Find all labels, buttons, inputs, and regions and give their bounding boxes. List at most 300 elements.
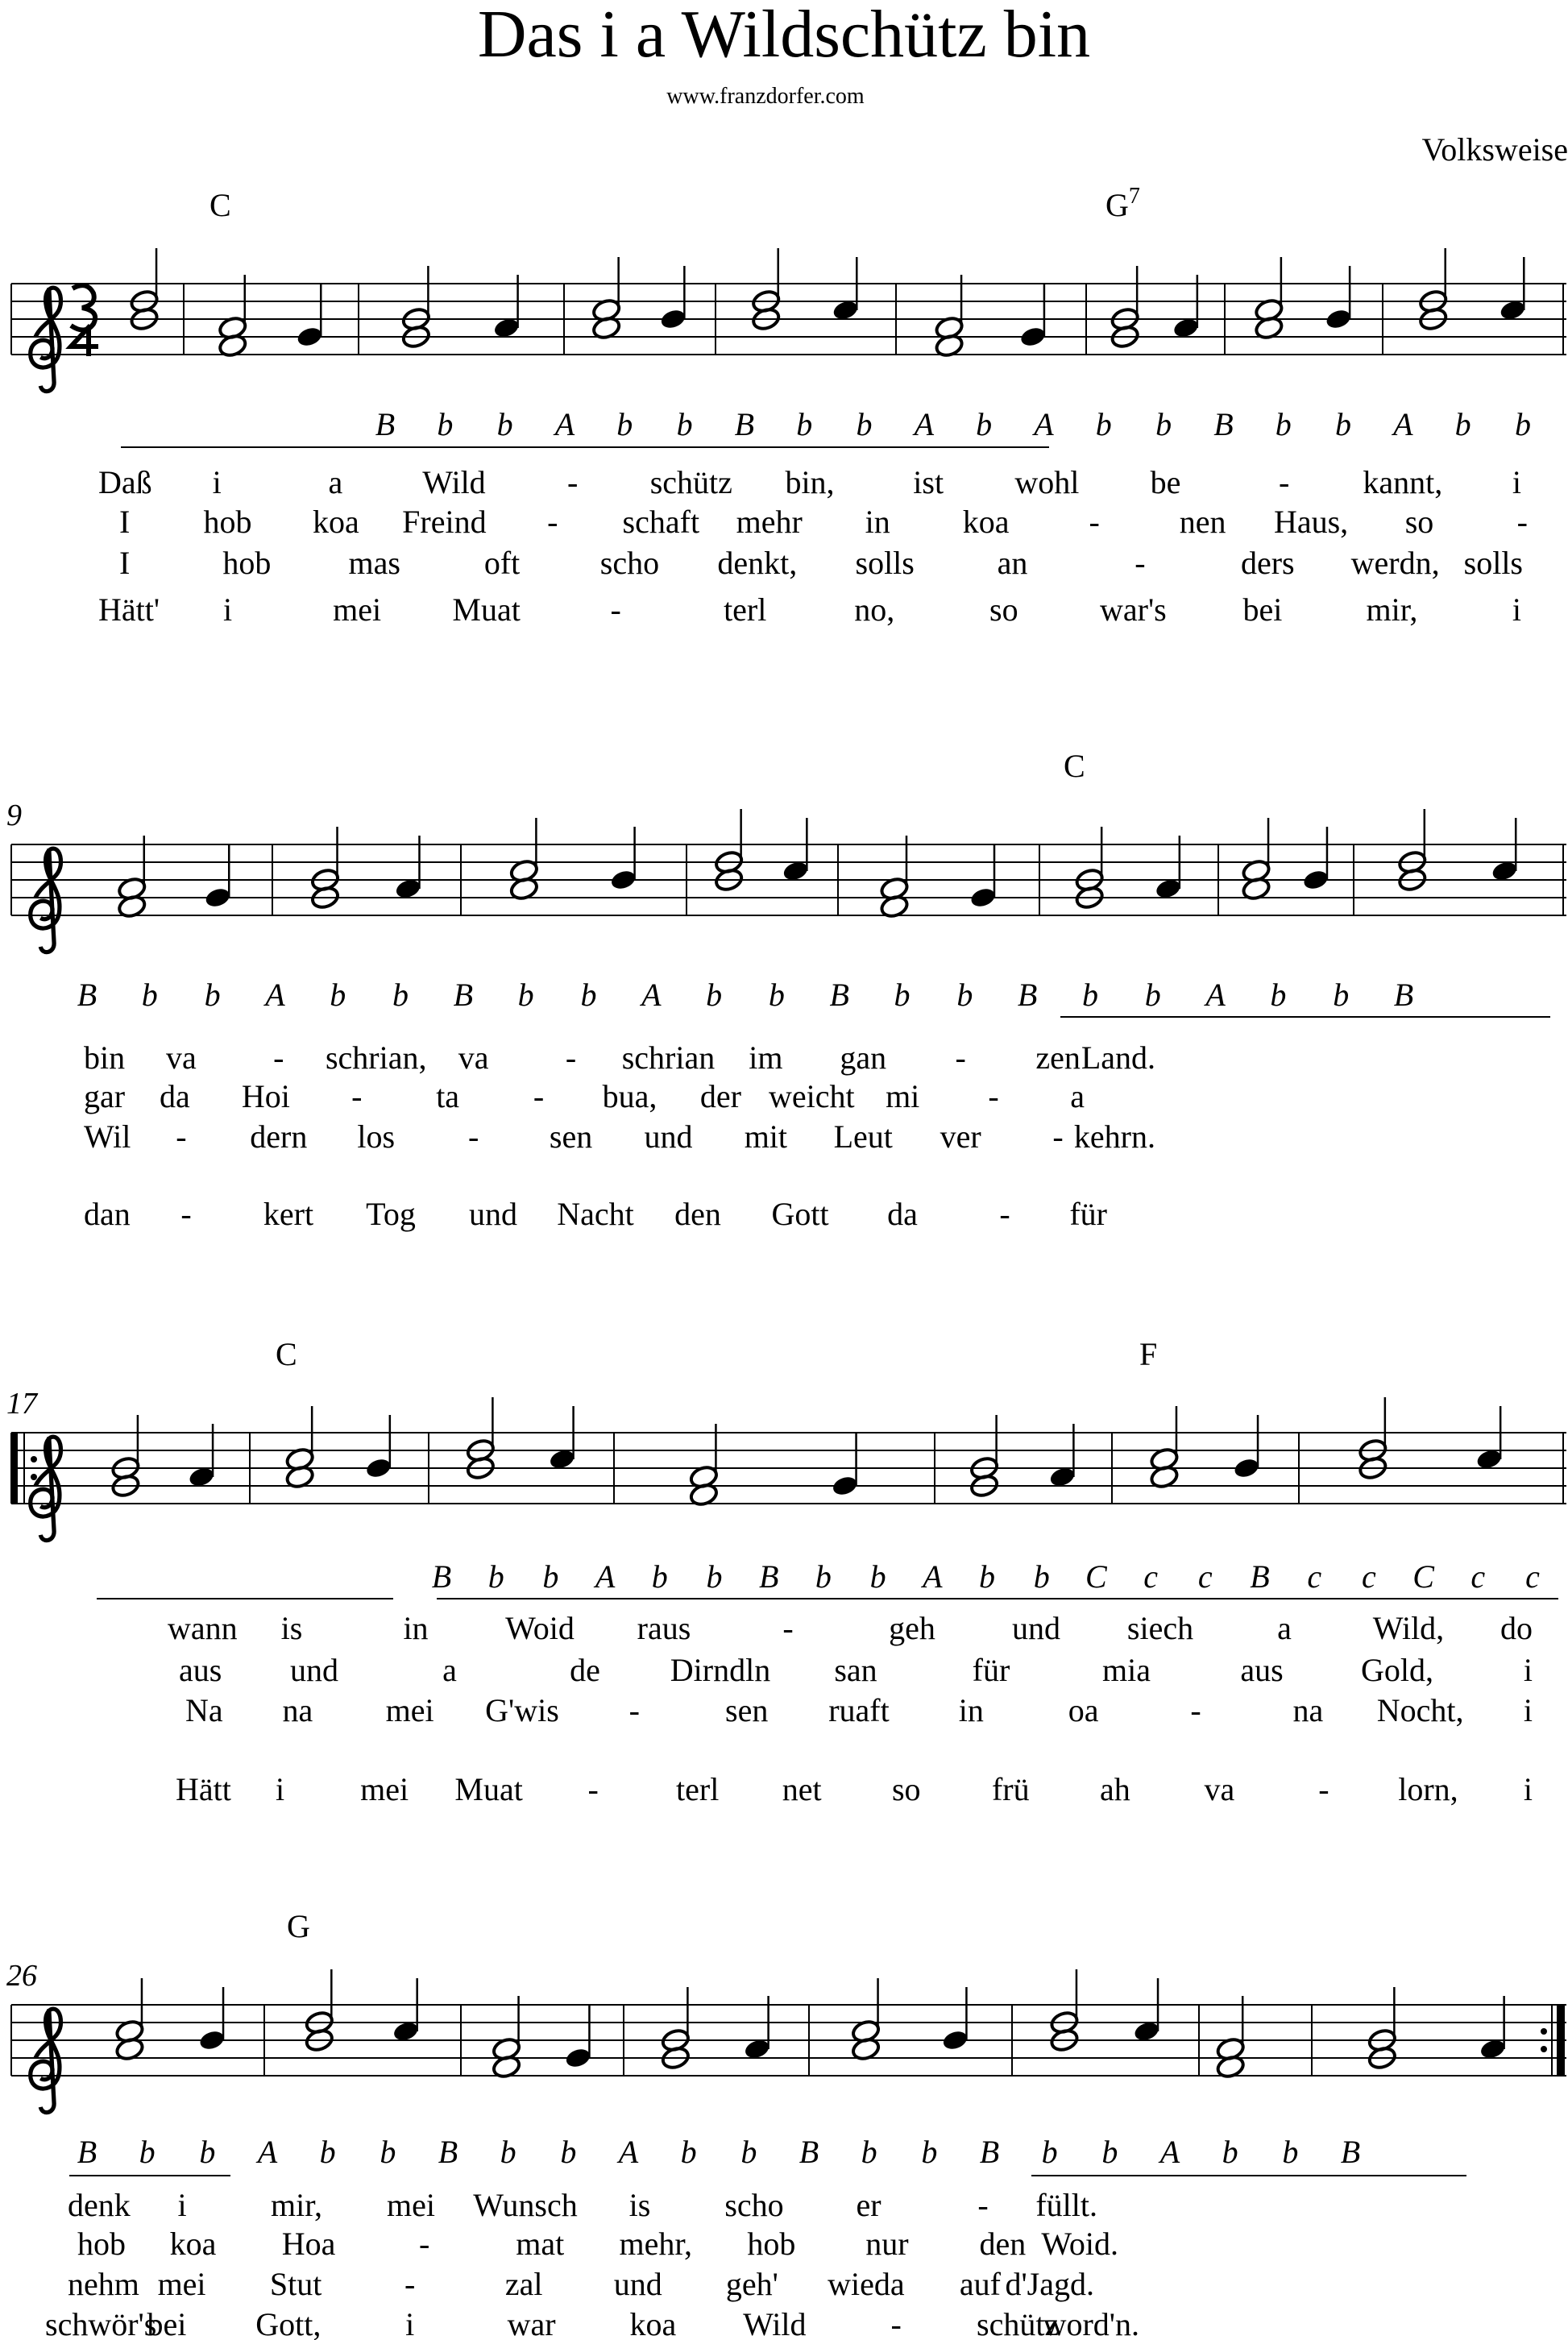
bass-pattern-letter: b <box>141 977 158 1013</box>
lyric-syllable: - <box>567 464 579 500</box>
bass-pattern-letter: b <box>894 977 911 1013</box>
lyric-syllable: nehm <box>68 2266 139 2302</box>
bass-pattern-letter: A <box>914 406 935 442</box>
bass-pattern-letter: B <box>734 406 755 442</box>
bass-pattern-letter: b <box>1101 2134 1118 2170</box>
lyric-syllable: i <box>405 2306 415 2340</box>
bass-pattern-letter: B <box>1340 2134 1361 2170</box>
lyric-syllable: schütz <box>649 464 732 500</box>
lyric-syllable: schrian <box>621 1039 716 1076</box>
lyric-syllable: - <box>1516 504 1528 540</box>
lyric-syllable: de <box>570 1652 600 1688</box>
lyric-syllable: geh' <box>725 2266 778 2302</box>
lyric-syllable: so <box>1404 504 1434 540</box>
lyric-syllable: a <box>328 464 343 500</box>
bass-pattern-letter: b <box>437 406 454 442</box>
lyric-syllable: Stut <box>269 2266 322 2302</box>
lyric-syllable: i <box>1512 464 1521 500</box>
quarter-note-head <box>1301 868 1329 891</box>
lyric-syllable: a <box>442 1652 457 1688</box>
treble-clef-icon <box>31 1437 61 1541</box>
bass-pattern-letter: b <box>856 406 873 442</box>
lyric-syllable: mir, <box>1366 591 1418 628</box>
time-signature-three-icon <box>71 285 95 330</box>
page-title: Das i a Wildschütz bin <box>477 0 1091 72</box>
bass-pattern-letter: B <box>453 977 474 1013</box>
lyric-syllable: - <box>955 1039 966 1076</box>
quarter-note-head <box>1018 325 1047 348</box>
bass-pattern-letter: c <box>1307 1558 1322 1595</box>
bass-pattern-letter: b <box>1454 406 1471 442</box>
lyric-syllable: mehr, <box>619 2226 693 2262</box>
lyric-syllable: Wild <box>422 464 486 500</box>
lyric-syllable: va <box>166 1039 197 1076</box>
bass-pattern-letter: b <box>680 2134 697 2170</box>
lyric-syllable: denk <box>68 2187 131 2223</box>
bass-pattern-letter: b <box>1144 977 1161 1013</box>
lyric-syllable: koa <box>169 2226 217 2262</box>
lyric-syllable: mei <box>360 1771 409 1807</box>
lyric-syllable: mei <box>387 2187 435 2223</box>
lyric-syllable: geh <box>889 1610 935 1646</box>
lyric-syllable: mia <box>1102 1652 1151 1688</box>
bass-pattern-letter: c <box>1471 1558 1486 1595</box>
lyric-syllable: hob <box>222 545 272 581</box>
lyric-syllable: schwör's <box>45 2306 157 2340</box>
lyric-syllable: war's <box>1099 591 1167 628</box>
lyric-syllable: bin, <box>785 464 835 500</box>
lyric-syllable: Wild, <box>1372 1610 1445 1646</box>
lyric-syllable: mas <box>348 545 400 581</box>
lyric-syllable: ta <box>436 1078 460 1114</box>
lyric-syllable: - <box>273 1039 284 1076</box>
lyric-syllable: Gott <box>771 1196 829 1232</box>
lyric-syllable: solls <box>855 545 915 581</box>
lyric-syllable: na <box>1292 1692 1324 1728</box>
repeat-barline-thick <box>11 1433 18 1504</box>
bass-pattern-letter: A <box>618 2134 639 2170</box>
lyric-syllable: oa <box>1068 1692 1099 1728</box>
composer: Volksweise <box>1421 131 1568 168</box>
bass-pattern-letter: b <box>651 1558 668 1595</box>
bass-pattern-letter: b <box>1515 406 1531 442</box>
lyric-syllable: los <box>357 1118 396 1155</box>
lyric-syllable: - <box>1135 545 1146 581</box>
lyric-syllable: - <box>565 1039 577 1076</box>
lyric-syllable: mit <box>744 1118 788 1155</box>
lyric-syllable: Muat <box>452 591 521 628</box>
lyric-syllable: Nocht, <box>1376 1692 1464 1728</box>
lyric-syllable: Hätt' <box>98 591 160 628</box>
lyric-syllable: koa <box>629 2306 677 2340</box>
lyric-syllable: - <box>547 504 558 540</box>
bass-pattern-letter: b <box>1081 977 1098 1013</box>
lyric-syllable: I <box>119 545 131 581</box>
lyric-syllable: net <box>782 1771 822 1807</box>
lyric-syllable: in <box>958 1692 984 1728</box>
lyric-syllable: für <box>972 1652 1010 1688</box>
quarter-note-head <box>564 2046 592 2069</box>
lyric-syllable: - <box>404 2266 416 2302</box>
bass-pattern-letter: b <box>199 2134 216 2170</box>
bass-pattern-letter: b <box>616 406 633 442</box>
lyric-syllable: sen <box>725 1692 769 1728</box>
lyric-syllable: aus <box>1240 1652 1284 1688</box>
bass-pattern-letter: b <box>1333 977 1350 1013</box>
chord-symbol: C <box>276 1336 297 1372</box>
treble-clef-icon <box>31 2009 61 2113</box>
lyric-syllable: hob <box>747 2226 796 2262</box>
lyric-syllable: Woid <box>505 1610 575 1646</box>
bass-pattern-letter: B <box>1213 406 1234 442</box>
bass-pattern-letter: b <box>1155 406 1172 442</box>
bass-pattern-letter: c <box>1197 1558 1213 1595</box>
lyric-syllable: - <box>977 2187 989 2223</box>
bass-pattern-letter: b <box>517 977 534 1013</box>
bass-pattern-letter: B <box>1393 977 1414 1013</box>
lyric-syllable: siech <box>1126 1610 1194 1646</box>
treble-clef-icon <box>31 288 61 392</box>
bass-pattern-letter: b <box>796 406 813 442</box>
bass-pattern-letter: A <box>265 977 285 1013</box>
bass-pattern-letter: b <box>1282 2134 1299 2170</box>
lyric-syllable: Nacht <box>557 1196 634 1232</box>
lyric-syllable: i <box>222 591 233 628</box>
bass-pattern-letter: b <box>1041 2134 1058 2170</box>
staff-system-3 <box>6 1336 1566 1807</box>
lyric-syllable: ruaft <box>828 1692 890 1728</box>
bass-pattern-letter: b <box>560 2134 577 2170</box>
treble-clef-icon <box>31 848 61 952</box>
bass-pattern-letter: A <box>1393 406 1413 442</box>
lyric-syllable: gar <box>84 1078 126 1114</box>
lyric-syllable: - <box>999 1196 1010 1232</box>
bass-pattern-letter: b <box>956 977 973 1013</box>
lyric-syllable: a <box>1070 1078 1085 1114</box>
lyric-syllable: koa <box>962 504 1010 540</box>
lyric-syllable: Daß <box>98 464 152 500</box>
staff-system-2 <box>6 748 1566 1232</box>
bass-pattern-letter: B <box>77 977 97 1013</box>
bass-pattern-letter: A <box>554 406 575 442</box>
lyric-syllable: bei <box>147 2306 187 2340</box>
lyric-syllable: va <box>1204 1771 1235 1807</box>
lyric-syllable: is <box>628 2187 651 2223</box>
bass-pattern-letter: A <box>595 1558 616 1595</box>
lyric-syllable: I <box>119 504 131 540</box>
lyric-syllable: - <box>1052 1118 1064 1155</box>
lyric-syllable: is <box>280 1610 303 1646</box>
bass-pattern-letter: A <box>257 2134 278 2170</box>
lyric-syllable: wohl <box>1014 464 1080 500</box>
lyric-syllable: oft <box>483 545 521 581</box>
lyric-syllable: Woid. <box>1041 2226 1118 2262</box>
lyric-syllable: in <box>403 1610 429 1646</box>
lyric-syllable: bua, <box>602 1078 657 1114</box>
lyric-syllable: Hoi <box>241 1078 290 1114</box>
staff-system-4 <box>6 1908 1566 2340</box>
lyric-syllable: mei <box>157 2266 206 2302</box>
lyric-syllable: nur <box>865 2226 909 2262</box>
lyric-syllable: ah <box>1099 1771 1130 1807</box>
lyric-syllable: und <box>613 2266 662 2302</box>
bass-pattern-letter: B <box>431 1558 452 1595</box>
lyric-syllable: terl <box>676 1771 720 1807</box>
lyric-syllable: dan <box>84 1196 131 1232</box>
lyric-syllable: mehr <box>736 504 803 540</box>
bass-pattern-letter: b <box>740 2134 757 2170</box>
bass-pattern-letter: b <box>921 2134 938 2170</box>
bass-pattern-letter: c <box>1362 1558 1376 1595</box>
staff-system-1 <box>11 184 1566 628</box>
lyric-syllable: - <box>1318 1771 1329 1807</box>
lyric-syllable: raus <box>637 1610 691 1646</box>
bass-pattern-letter: b <box>706 1558 723 1595</box>
lyric-syllable: scho <box>599 545 660 581</box>
lyric-syllable: den <box>674 1196 721 1232</box>
lyric-syllable: ver <box>940 1118 981 1155</box>
lyric-syllable: schütz <box>977 2306 1060 2340</box>
lyric-syllable: mir, <box>271 2187 322 2223</box>
bass-pattern-letter: b <box>392 977 409 1013</box>
repeat-barline-thick <box>1557 2005 1565 2076</box>
lyric-syllable: da <box>887 1196 918 1232</box>
lyric-syllable: - <box>782 1610 794 1646</box>
quarter-note-head <box>296 325 324 348</box>
quarter-note-head <box>659 307 687 330</box>
bass-pattern-letter: A <box>1034 406 1054 442</box>
lyric-syllable: an <box>997 545 1028 581</box>
measure-number: 9 <box>6 799 22 832</box>
bass-pattern-letter: B <box>829 977 849 1013</box>
quarter-note-head <box>969 886 997 909</box>
lyric-syllable: terl <box>724 591 767 628</box>
lyric-syllable: wieda <box>828 2266 905 2302</box>
lyric-syllable: ders <box>1240 545 1295 581</box>
lyric-syllable: - <box>419 2226 430 2262</box>
lyric-syllable: in <box>865 504 890 540</box>
bass-pattern-letter: b <box>979 1558 995 1595</box>
bass-pattern-letter: b <box>204 977 221 1013</box>
bass-pattern-letter: A <box>923 1558 943 1595</box>
bass-pattern-letter: B <box>1017 977 1038 1013</box>
lyric-syllable: Wil <box>84 1118 131 1155</box>
lyric-syllable: kert <box>263 1196 314 1232</box>
repeat-dot <box>31 1474 37 1480</box>
chord-symbol: C <box>1064 748 1085 784</box>
chord-superscript: 7 <box>1128 184 1140 209</box>
lyric-syllable: kehrn. <box>1073 1118 1155 1155</box>
lyric-syllable: ist <box>913 464 944 500</box>
lyric-syllable: Haus, <box>1273 504 1349 540</box>
lyric-syllable: bei <box>1242 591 1283 628</box>
bass-pattern-letter: C <box>1412 1558 1434 1595</box>
quarter-note-head <box>198 2028 226 2052</box>
lyric-syllable: war <box>507 2306 556 2340</box>
lyric-syllable: mat <box>516 2226 565 2262</box>
lyric-syllable: Na <box>185 1692 223 1728</box>
bass-pattern-letter: b <box>542 1558 559 1595</box>
bass-pattern-letter: b <box>1033 1558 1050 1595</box>
bass-pattern-letter: b <box>706 977 723 1013</box>
lyric-syllable: Wunsch <box>473 2187 578 2223</box>
bass-pattern-letter: B <box>979 2134 1000 2170</box>
lyric-syllable: i <box>1512 591 1521 628</box>
chord-symbol: F <box>1139 1336 1158 1372</box>
lyric-syllable: denkt, <box>717 545 798 581</box>
lyric-syllable: - <box>533 1078 545 1114</box>
bass-pattern-letter: A <box>641 977 662 1013</box>
lyric-syllable: frü <box>991 1771 1030 1807</box>
bass-pattern-letter: B <box>375 406 396 442</box>
lyric-syllable: lorn, <box>1398 1771 1458 1807</box>
lyric-syllable: hob <box>203 504 252 540</box>
bass-pattern-letter: B <box>438 2134 458 2170</box>
lyric-syllable: gan <box>840 1039 887 1076</box>
lyric-syllable: a <box>1277 1610 1292 1646</box>
lyric-syllable: G'wis <box>485 1692 559 1728</box>
lyric-syllable: der <box>699 1078 741 1114</box>
quarter-note-head <box>1233 1456 1261 1479</box>
bass-pattern-letter: b <box>815 1558 832 1595</box>
lyric-syllable: Hätt <box>176 1771 231 1807</box>
lyric-syllable: - <box>180 1196 192 1232</box>
measure-number: 26 <box>6 1959 37 1993</box>
bass-pattern-letter: b <box>487 1558 504 1595</box>
lyric-syllable: d'Jagd. <box>1005 2266 1094 2302</box>
bass-pattern-letter: b <box>1335 406 1352 442</box>
lyric-syllable: scho <box>724 2187 784 2223</box>
lyric-syllable: weicht <box>768 1078 855 1114</box>
lyric-syllable: - <box>1279 464 1290 500</box>
bass-pattern-letter: b <box>768 977 785 1013</box>
lyric-syllable: Gold, <box>1361 1652 1433 1688</box>
bass-pattern-letter: B <box>799 2134 819 2170</box>
bass-pattern-letter: b <box>139 2134 156 2170</box>
lyric-syllable: - <box>467 1118 479 1155</box>
bass-pattern-letter: B <box>77 2134 97 2170</box>
lyric-syllable: bin <box>84 1039 126 1076</box>
quarter-note-head <box>831 1474 859 1497</box>
measure-number: 17 <box>6 1387 37 1421</box>
lyric-syllable: koa <box>313 504 359 540</box>
bass-pattern-letter: b <box>1270 977 1287 1013</box>
lyric-syllable: sen <box>549 1118 593 1155</box>
bass-pattern-letter: b <box>580 977 597 1013</box>
lyric-syllable: - <box>1190 1692 1201 1728</box>
lyric-syllable: dern <box>250 1118 308 1155</box>
lyric-syllable: va <box>458 1039 489 1076</box>
lyric-syllable: im <box>749 1039 783 1076</box>
quarter-note-head <box>204 886 232 909</box>
lyric-syllable: den <box>979 2226 1027 2262</box>
lyric-syllable: da <box>160 1078 190 1114</box>
repeat-dot <box>1541 2046 1547 2052</box>
lyric-syllable: Hoa <box>281 2226 336 2262</box>
bass-pattern-letter: b <box>676 406 693 442</box>
lyric-syllable: schaft <box>622 504 700 540</box>
lyric-syllable: - <box>610 591 621 628</box>
lyric-syllable: mei <box>385 1692 434 1728</box>
lyric-syllable: schrian, <box>325 1039 427 1076</box>
lyric-syllable: i <box>275 1771 285 1807</box>
bass-pattern-letter: b <box>869 1558 886 1595</box>
lyric-syllable: mi <box>886 1078 920 1114</box>
lyric-syllable: und <box>644 1118 693 1155</box>
lyric-syllable: i <box>177 2187 187 2223</box>
bass-pattern-letter: C <box>1085 1558 1107 1595</box>
lyric-syllable: i <box>1523 1652 1533 1688</box>
lyric-syllable: do <box>1500 1610 1533 1646</box>
lyric-syllable: kannt, <box>1363 464 1443 500</box>
bass-pattern-letter: B <box>1250 1558 1270 1595</box>
lyric-syllable: - <box>890 2306 902 2340</box>
lyric-syllable: - <box>176 1118 187 1155</box>
bass-pattern-letter: b <box>861 2134 877 2170</box>
bass-pattern-letter: b <box>1095 406 1112 442</box>
bass-pattern-letter: A <box>1159 2134 1180 2170</box>
lyric-syllable: be <box>1150 464 1181 500</box>
bass-pattern-letter: b <box>330 977 346 1013</box>
repeat-dot <box>1541 2028 1547 2035</box>
chord-symbol: G <box>287 1908 310 1944</box>
lyric-syllable: i <box>1523 1692 1533 1728</box>
lyric-syllable: - <box>351 1078 363 1114</box>
lyric-syllable: und <box>469 1196 517 1232</box>
lyric-syllable: und <box>290 1652 338 1688</box>
lyric-syllable: Wild <box>743 2306 807 2340</box>
lyric-syllable: Land. <box>1081 1039 1155 1076</box>
lyric-syllable: i <box>212 464 222 500</box>
repeat-dot <box>31 1456 37 1462</box>
lyric-syllable: hob <box>77 2226 126 2262</box>
bass-pattern-letter: c <box>1143 1558 1158 1595</box>
lyric-syllable: auf <box>959 2266 1001 2302</box>
lyric-syllable: i <box>1523 1771 1533 1807</box>
lyric-syllable: zen <box>1035 1039 1081 1076</box>
lyric-syllable: Tog <box>366 1196 416 1232</box>
bass-pattern-letter: b <box>1275 406 1292 442</box>
lyric-syllable: werdn, <box>1350 545 1440 581</box>
quarter-note-head <box>364 1456 392 1479</box>
bass-pattern-letter: b <box>500 2134 516 2170</box>
bass-pattern-letter: b <box>380 2134 396 2170</box>
bass-pattern-letter: b <box>976 406 993 442</box>
lyric-syllable: aus <box>179 1652 222 1688</box>
lyric-syllable: Muat <box>454 1771 523 1807</box>
bass-pattern-letter: b <box>496 406 513 442</box>
lyric-syllable: für <box>1069 1196 1107 1232</box>
lyric-syllable: nen <box>1179 504 1226 540</box>
bass-pattern-letter: B <box>758 1558 779 1595</box>
bass-pattern-letter: A <box>1205 977 1226 1013</box>
lyric-syllable: so <box>989 591 1018 628</box>
lyric-syllable: no, <box>854 591 895 628</box>
lyric-syllable: - <box>628 1692 640 1728</box>
lyric-syllable: so <box>891 1771 921 1807</box>
bass-pattern-letter: c <box>1525 1558 1540 1595</box>
lyric-syllable: er <box>856 2187 881 2223</box>
lyric-syllable: - <box>1089 504 1100 540</box>
quarter-note-head <box>1325 307 1353 330</box>
lyric-syllable: mei <box>333 591 382 628</box>
lyric-syllable: Leut <box>833 1118 893 1155</box>
lyric-syllable: word'n. <box>1043 2306 1139 2340</box>
lyric-syllable: - <box>587 1771 599 1807</box>
lyric-syllable: - <box>988 1078 999 1114</box>
lyric-syllable: wann <box>168 1610 238 1646</box>
lyric-syllable: zal <box>504 2266 543 2302</box>
